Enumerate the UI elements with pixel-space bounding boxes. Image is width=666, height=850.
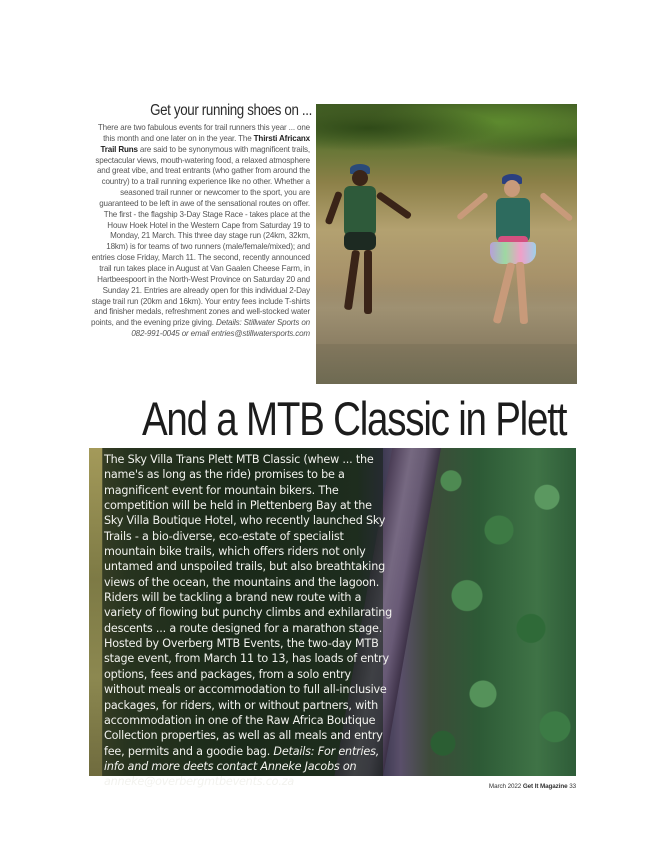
trail-runs-brand: Thirsti Africanx Trail Runs [100,133,310,154]
trail-runs-body: are said to be synonymous with magnificent trails, spectacular views, mouth-watering food, a relaxed atmosphere and great vibe, and treat entrants (who gather from around the country) to a trail running experience like no other. Whether a seasoned trail runner or newcomer to the sport, you are guaranteed to be left in awe of the sensational routes on offer. The first - the flagship 3-Day Stage Race - takes place at the Houw Hoek Hotel in the Western Cape from Saturday 19 to Monday, 21 March. This three day stage run (24km, 32km, 18km) is for teams of two runners (male/female/mixed); and entries close Friday, March 11. The second, recently announced trail run takes place in August at Van Gaalen Cheese Farm, in Hartbeespoort in the North-West Province on Saturday 20 and Sunday 21. Entries are already open for this individual 2-Day stage trail run (20km and 16km). Your entry fees include T-shirts and finisher medals, refreshment zones and well-stocked water points, and the evening prize giving. [91,144,310,328]
mtb-details: Details: For entries, info and more deets contact Anneke Jacobs on anneke@overbergmtbevents.co.za [104,744,380,789]
trail-runs-details: Details: Stillwater Sports on 082-991-0045 or email entries@stillwatersports.com [131,318,310,339]
trail-runners-photo [316,104,577,384]
mtb-heading: And a MTB Classic in Plett [141,392,567,445]
footer-magazine: Get It Magazine [522,783,568,790]
trail-runs-heading: Get your running shoes on ... [150,102,312,119]
photo-foliage-edge [89,448,103,776]
photo-tree-canopy [419,448,576,776]
runner-right [466,174,566,364]
trail-runs-article [88,123,310,340]
runner-left [328,164,398,354]
trail-runs-lead: There are two fabulous events for trail runners this year ... one this month and one later on in the year. The [97,123,310,143]
mtb-body: The Sky Villa Trans Plett MTB Classic (whew ... the name's as long as the ride) promises to be a magnificent event for mountain bikers. The competition will be held in Plettenberg Bay at the Sky Villa Boutique Hotel, who recently launched Sky Trails - a bio-diverse, eco-estate of specialist mountain bike trails, which offers riders not only untamed and unspoiled trails, but also breathtaking views of the ocean, the mountains and the lagoon. Riders will be tackling a brand new route with a variety of flowing but punchy climbs and exhilarating descents ... a route designed for a marathon stage. Hosted by Overberg MTB Events, the two-day MTB stage event, from March 11 to 13, has loads of entry options, fees and packages, from a solo entry without meals or accommodation to full all-inclusive packages, for riders, with or without partners, with accommodation in one of the Raw Africa Boutique Collection properties, as well as all meals and entry fee, permits and a goodie bag. [104,453,393,758]
footer-page-number: 33 [569,783,576,790]
page-footer [470,783,576,790]
mtb-article [104,452,394,790]
footer-date: March 2022 [488,783,522,790]
photo-trees [316,104,577,164]
